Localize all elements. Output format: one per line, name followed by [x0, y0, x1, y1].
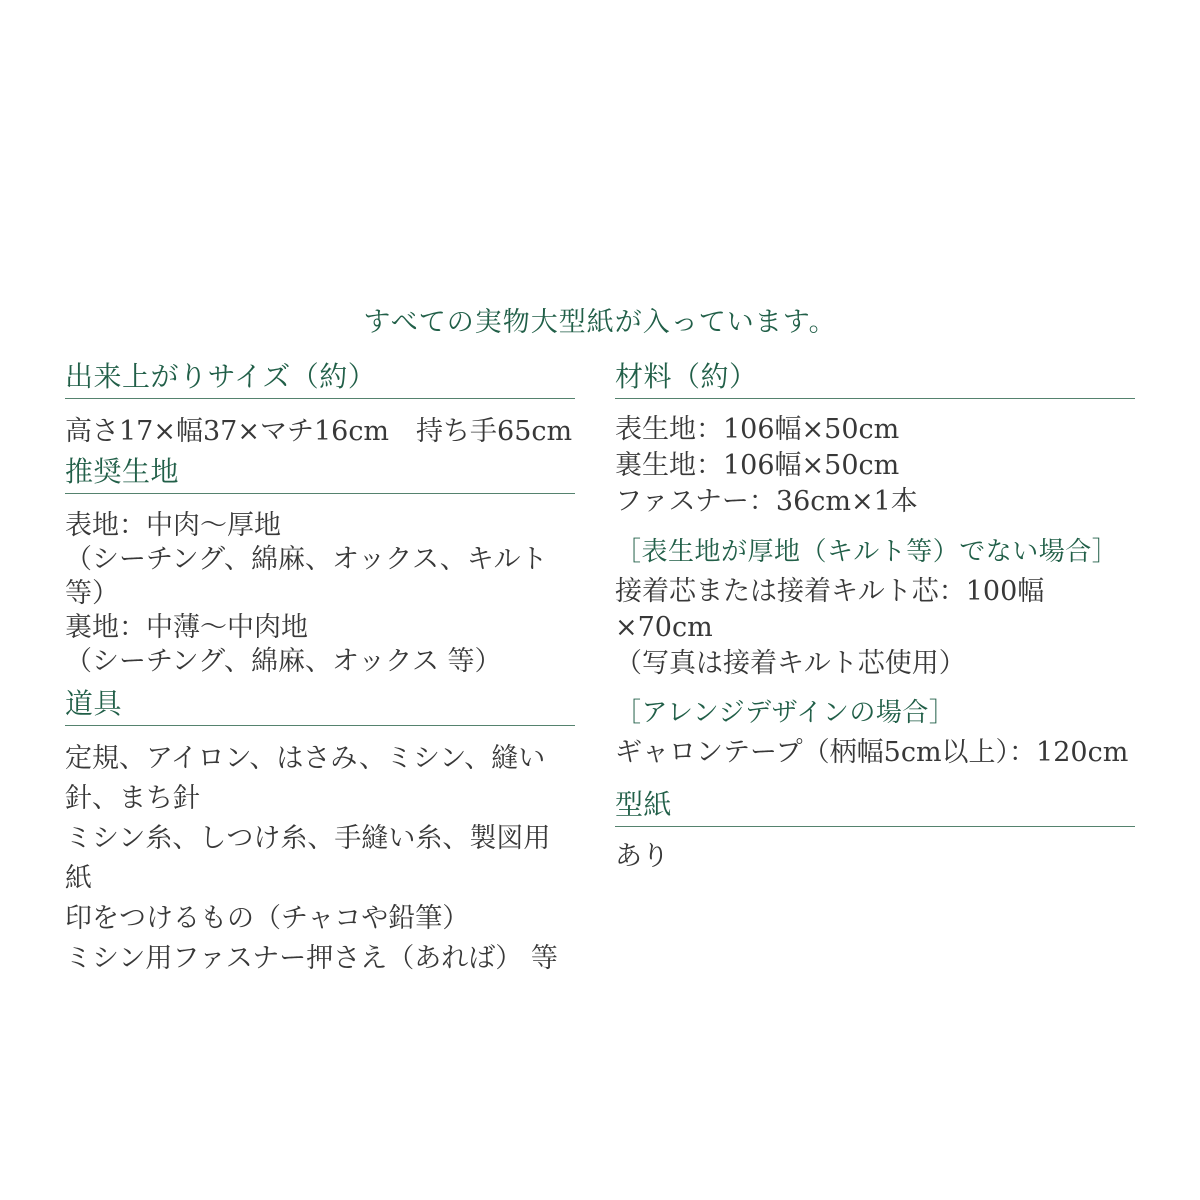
section-heading-recommended-fabric: 推奨生地: [65, 457, 575, 494]
spec-line: （シーチング、綿麻、オックス 等）: [65, 646, 502, 677]
recommended-fabric-body: [65, 509, 575, 679]
spec-line: 裏生地：106幅×50cm: [615, 450, 900, 481]
spec-line: 裏地：中薄～中肉地: [65, 612, 308, 643]
spec-line: ギャロンテープ（柄幅5cm以上）：120cm: [615, 737, 1129, 768]
left-column: [65, 362, 575, 979]
arrange-design-body: [615, 735, 1135, 771]
right-column: [615, 362, 1135, 874]
section-heading-tools: 道具: [65, 689, 575, 726]
spec-line: ミシン糸、しつけ糸、手縫い糸、製図用紙: [65, 823, 551, 894]
subheading-not-thick-fabric-case: ［表生地が厚地（キルト等）でない場合］: [615, 537, 1119, 567]
spec-line: 表生地：106幅×50cm: [615, 414, 900, 445]
spec-line: あり: [615, 841, 669, 872]
materials-body: [615, 412, 1135, 520]
spec-line: 定規、アイロン、はさみ、ミシン、縫い針、まち針: [65, 743, 546, 814]
spec-line: 高さ17×幅37×マチ16cm 持ち手65cm: [65, 416, 573, 447]
spec-line: ファスナー：36cm×1本: [615, 486, 918, 517]
spec-line: （写真は接着キルト芯使用）: [615, 648, 966, 679]
finished-size-body: [65, 415, 575, 449]
section-heading-finished-size: 出来上がりサイズ（約）: [65, 362, 575, 399]
section-heading-materials: 材料（約）: [615, 362, 1135, 399]
spec-line: ミシン用ファスナー押さえ（あれば） 等: [65, 943, 558, 974]
spec-line: 表地：中肉～厚地: [65, 510, 281, 541]
page-title: すべての実物大型紙が入っています。: [363, 307, 837, 338]
tools-body: [65, 739, 575, 979]
section-heading-pattern: 型紙: [615, 790, 1135, 827]
subheading-arrange-design-case: ［アレンジデザインの場合］: [615, 698, 956, 728]
interfacing-body: [615, 574, 1135, 682]
spec-line: 印をつけるもの（チャコや鉛筆）: [65, 903, 470, 934]
spec-line: 接着芯または接着キルト芯：100幅×70cm: [615, 576, 1045, 643]
pattern-body: [615, 840, 1135, 874]
spec-line: （シーチング、綿麻、オックス、キルト 等）: [65, 544, 548, 609]
